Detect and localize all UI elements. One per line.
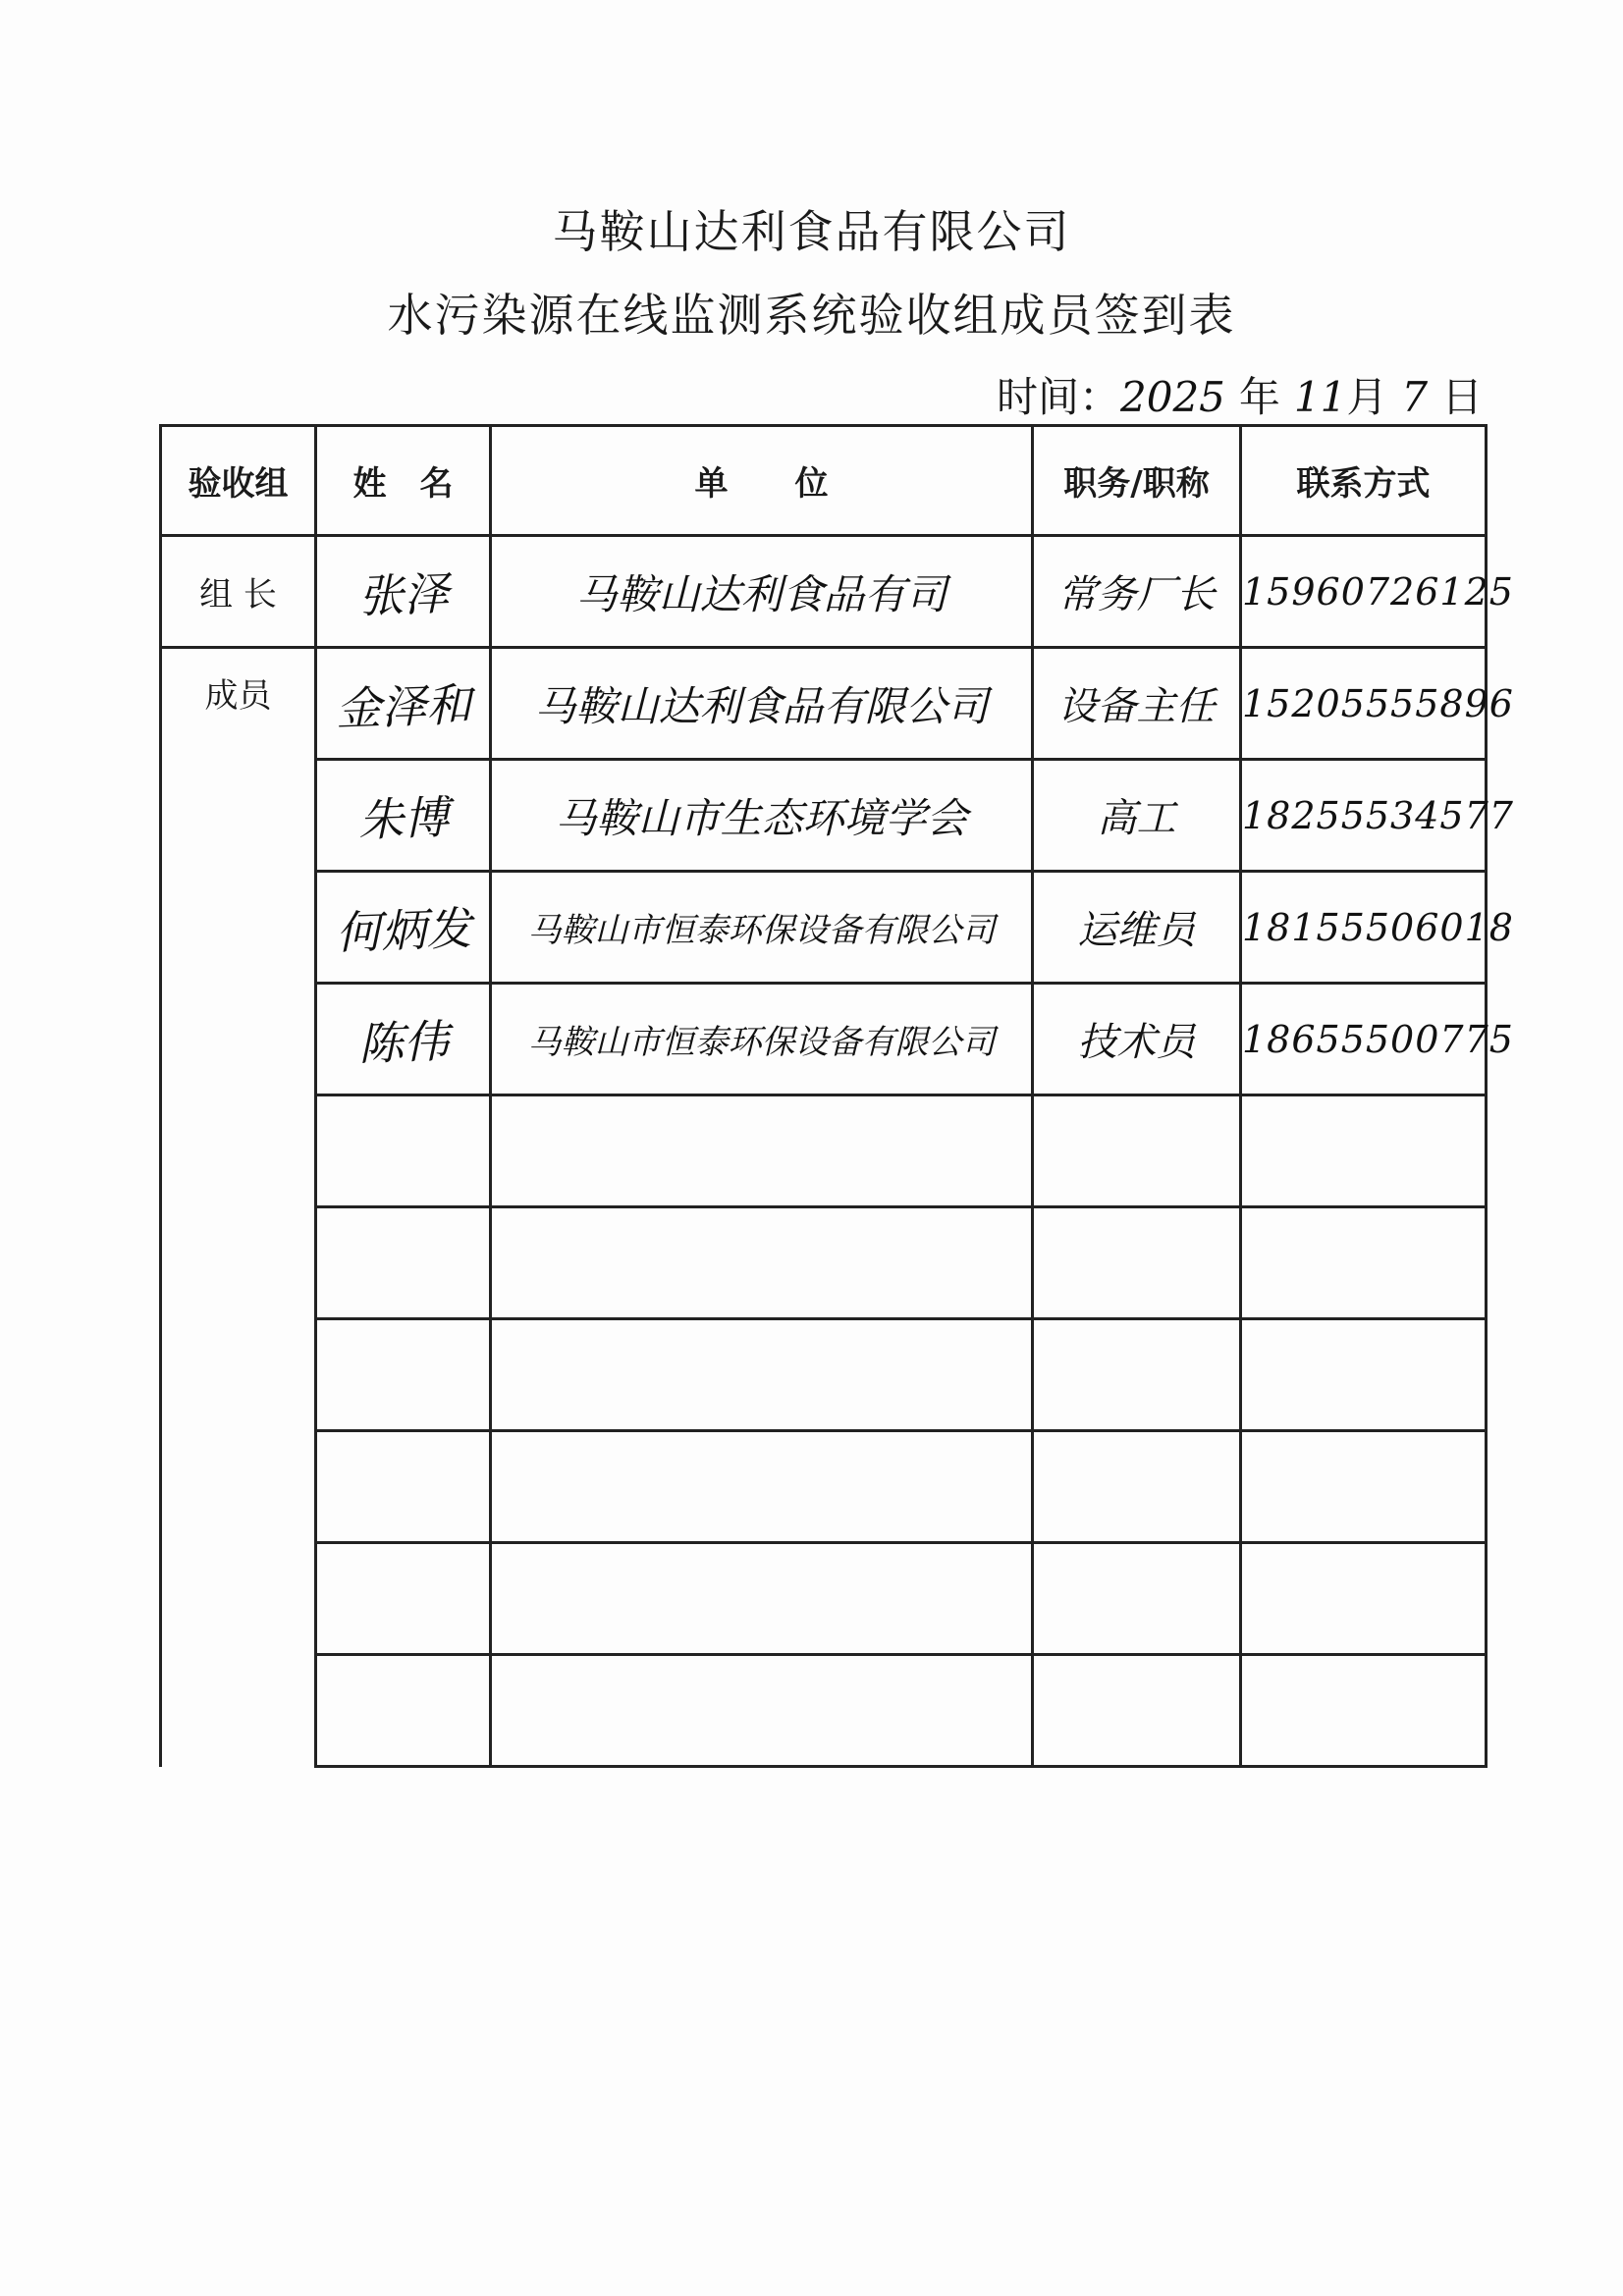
date-year: 2025 [1120,373,1225,421]
empty-cell [1241,1543,1487,1655]
org-text: 马鞍山市恒泰环保设备有限公司 [527,1023,996,1062]
table-row [161,536,1487,648]
date-month: 11 [1293,373,1347,421]
header-cell-duty: 职务/职称 [1033,426,1241,536]
phone-text: 18255534577 [1242,793,1514,837]
phone-text: 18155506018 [1242,905,1514,949]
empty-cell [1033,1543,1241,1655]
header-cell-contact: 联系方式 [1241,426,1487,536]
signature: 张泽 [356,565,450,623]
form-title: 水污染源在线监测系统验收组成员签到表 [387,289,1236,342]
name-cell [316,984,491,1095]
empty-cell [491,1543,1033,1655]
duty-text: 设备主任 [1057,684,1216,729]
table-header-row [161,426,1487,536]
date-day-unit: 日 [1441,373,1484,421]
duty-cell [1033,984,1241,1095]
name-cell [316,648,491,760]
phone-text: 18655500775 [1242,1017,1514,1061]
empty-row [161,1543,1487,1655]
empty-cell [1241,1319,1487,1431]
table-row [161,648,1487,760]
signature: 何炳发 [334,901,472,959]
empty-cell [1241,1095,1487,1207]
empty-cell [491,1431,1033,1543]
phone-text: 15960726125 [1242,569,1514,614]
empty-cell [491,1319,1033,1431]
duty-cell [1033,872,1241,984]
date-label: 时间： [997,373,1121,421]
empty-cell [1241,1431,1487,1543]
org-text: 马鞍山达利食品有司 [575,569,947,618]
duty-cell [1033,760,1241,872]
empty-cell [1033,1431,1241,1543]
empty-cell [491,1655,1033,1767]
org-cell [491,648,1033,760]
empty-cell [491,1095,1033,1207]
empty-cell [316,1431,491,1543]
org-cell [491,984,1033,1095]
empty-cell [1241,1207,1487,1319]
empty-row [161,1655,1487,1767]
signature: 朱博 [356,789,450,847]
org-text: 马鞍山市生态环境学会 [555,793,968,842]
empty-row [161,1207,1487,1319]
empty-row [161,1319,1487,1431]
duty-text: 技术员 [1077,1020,1196,1065]
date-line [997,365,1483,424]
date-month-unit: 月 [1346,373,1388,421]
empty-cell [316,1207,491,1319]
contact-cell [1241,872,1514,984]
org-cell [491,760,1033,872]
org-cell [491,536,1033,648]
sign-in-table [159,424,1514,1768]
contact-cell [1241,760,1514,872]
header-cell-org: 单 位 [491,426,1033,536]
duty-text: 常务厂长 [1057,572,1216,617]
contact-cell [1241,984,1514,1095]
table-row [161,984,1487,1095]
empty-cell [1033,1319,1241,1431]
org-cell [491,872,1033,984]
empty-cell [316,1319,491,1431]
duty-cell [1033,648,1241,760]
empty-cell [1033,1207,1241,1319]
duty-cell [1033,536,1241,648]
name-cell [316,760,491,872]
empty-cell [1033,1655,1241,1767]
company-title: 马鞍山达利食品有限公司 [552,205,1071,258]
org-text: 马鞍山市恒泰环保设备有限公司 [527,911,996,950]
name-cell [316,536,491,648]
date-year-unit: 年 [1238,373,1280,421]
signature: 金泽和 [334,677,472,735]
empty-cell [491,1207,1033,1319]
signature: 陈伟 [356,1013,450,1071]
header-cell-group: 验收组 [161,426,316,536]
empty-row [161,1431,1487,1543]
empty-cell [316,1655,491,1767]
empty-cell [1033,1095,1241,1207]
empty-row [161,1095,1487,1207]
empty-cell [316,1543,491,1655]
phone-text: 15205555896 [1242,681,1514,725]
empty-cell [1241,1655,1487,1767]
table-row [161,760,1487,872]
empty-cell [316,1095,491,1207]
contact-cell [1241,648,1514,760]
date-day: 7 [1401,373,1429,421]
name-cell [316,872,491,984]
duty-text: 运维员 [1077,908,1196,953]
duty-text: 高工 [1097,796,1176,841]
member-label-cell: 成员 [161,648,316,1767]
org-text: 马鞍山达利食品有限公司 [534,681,989,730]
leader-label-cell: 组 长 [161,536,316,648]
contact-cell [1241,536,1514,648]
header-cell-name: 姓 名 [316,426,491,536]
table-row [161,872,1487,984]
